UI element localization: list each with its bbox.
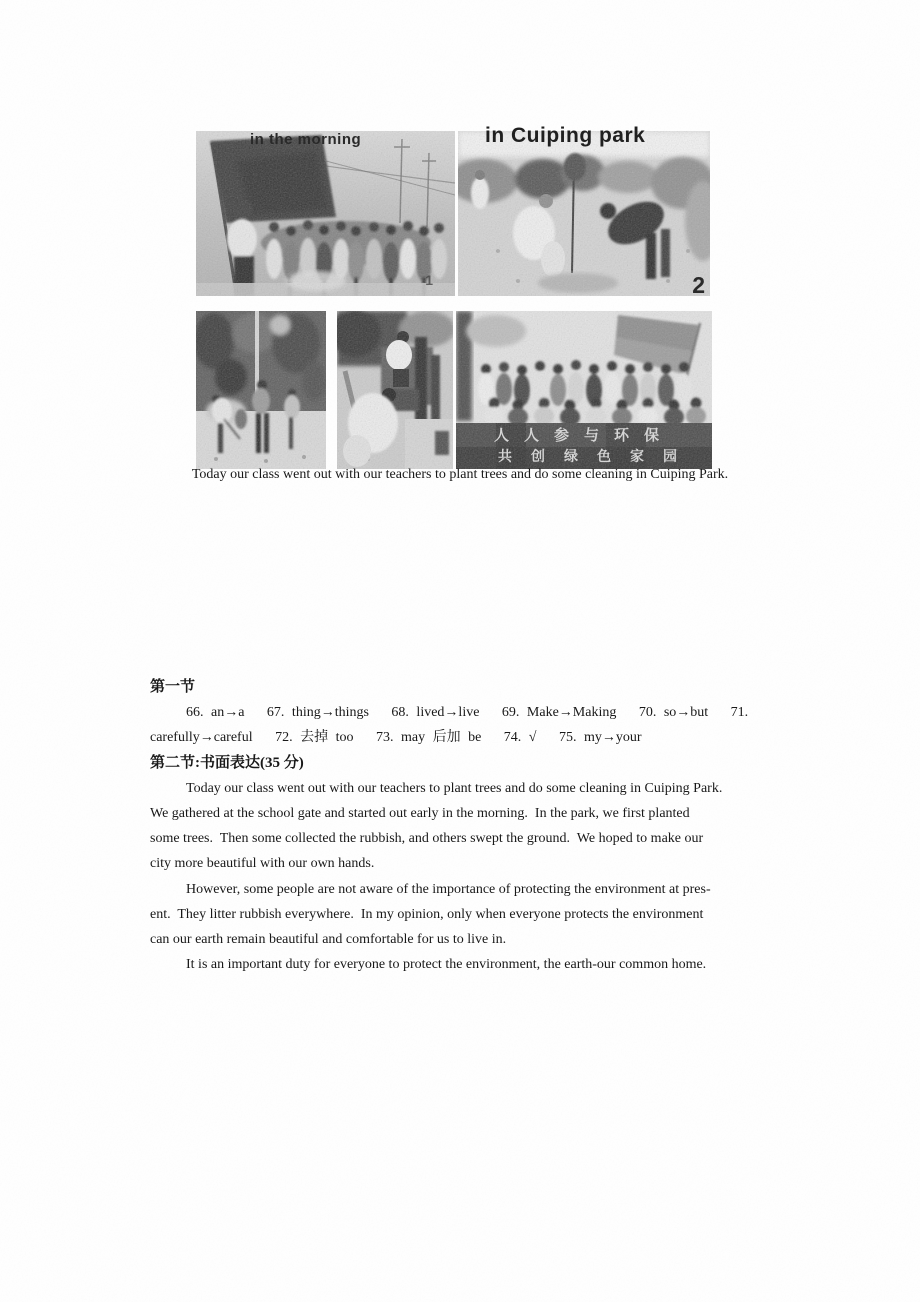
photo-cuiping-park-image <box>458 131 710 296</box>
photo-cuiping-park-planting <box>458 124 710 298</box>
photo-number-1: 1 <box>425 272 433 288</box>
photo-working-with-cart <box>337 311 453 469</box>
essay-para1-line-1: Today our class went out with our teachers to plant trees and do some cleaning in Cuiping Park. <box>186 780 723 796</box>
photo-morning-march-image <box>196 131 455 296</box>
photo-label-morning: in the morning <box>250 131 362 148</box>
essay-para1-line-2: We gathered at the school gate and started out early in the morning. In the park, we first planted <box>150 806 690 822</box>
essay-para1-line-4: city more beautiful with our own hands. <box>150 856 375 872</box>
section1-heading: 第一节 <box>150 679 196 695</box>
corrections-line-2: carefully→careful 72. 去掉 too 73. may 后加 be 74. √ 75. my→your <box>150 730 642 746</box>
photo-number-2: 2 <box>692 272 705 298</box>
essay-para1-line-3: some trees. Then some collected the rubbish, and others swept the ground. We hoped to make our <box>150 831 704 847</box>
photo-cleaning-under-trees <box>196 311 326 469</box>
essay-para3-line-1: It is an important duty for everyone to protect the environment, the earth-our common home. <box>186 957 707 973</box>
banner-text-line-2: 共创绿色家园 <box>498 448 696 464</box>
essay-para2-line-3: can our earth remain beautiful and comfortable for us to live in. <box>150 932 507 948</box>
photo-cleaning-image <box>196 311 326 469</box>
photo-morning-march <box>196 131 455 296</box>
section2-heading: 第二节:书面表达(35 分) <box>150 754 304 771</box>
essay-para2-line-1: However, some people are not aware of the importance of protecting the environment at pres- <box>186 881 711 897</box>
answer-key-block <box>150 675 790 977</box>
essay-para2-line-2: ent. They litter rubbish everywhere. In my opinion, only when everyone protects the environment <box>150 906 704 922</box>
photo-cart-image <box>337 311 453 469</box>
banner-text-line-1: 人人参与环保 <box>493 427 674 444</box>
corrections-line-1: 66. an→a 67. thing→things 68. lived→live 69. Make→Making 70. so→but 71. <box>186 705 749 721</box>
photo-group-with-banner <box>456 311 712 469</box>
photo-label-cuiping-park: in Cuiping park <box>485 124 646 147</box>
photo-caption: Today our class went out with our teachers to plant trees and do some cleaning in Cuiping Park. <box>191 467 729 482</box>
